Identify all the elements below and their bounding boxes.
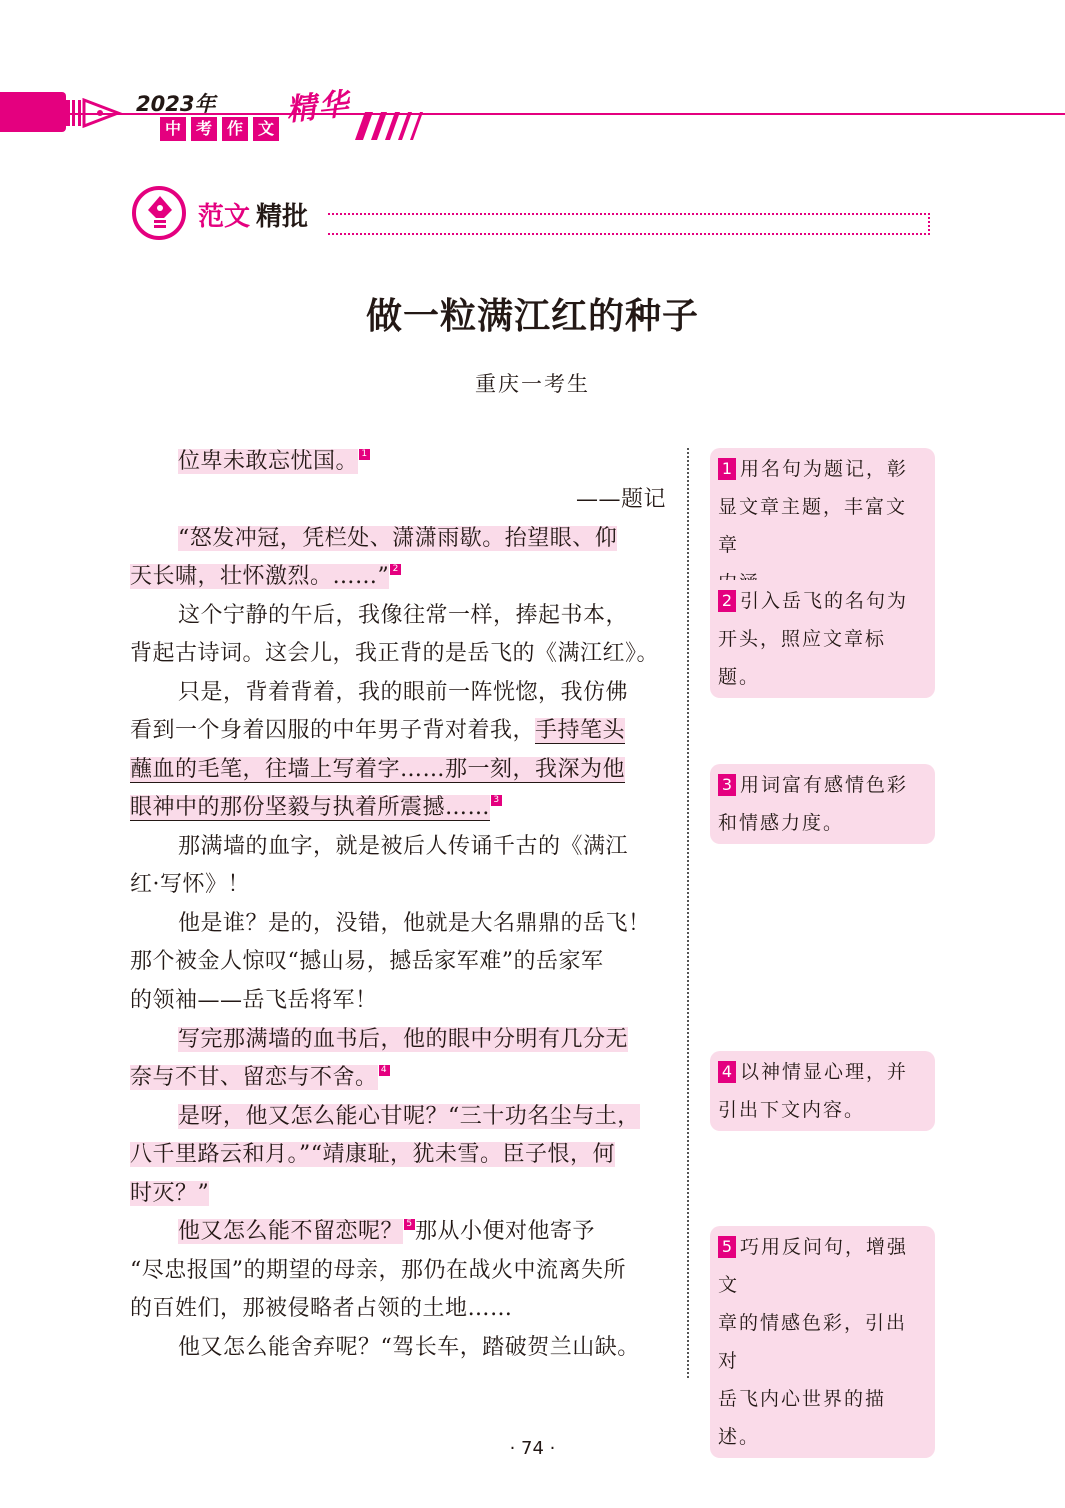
body-line: 红·写怀》！	[130, 872, 250, 897]
header-box-3: 作	[222, 117, 248, 141]
highlight-span: 位卑未敢忘忧国。	[178, 449, 359, 474]
body-line	[130, 712, 666, 750]
body-line: 那个被金人惊叹“撼山易，撼岳家军难”的岳家军	[130, 949, 604, 974]
note-text: 巧用反问句，增强文	[718, 1236, 909, 1296]
note-marker: 5	[404, 1219, 415, 1230]
note-line: 章的情感色彩，引出对	[718, 1312, 908, 1372]
header-box-2: 考	[191, 117, 217, 141]
note-marker: 4	[379, 1065, 390, 1076]
header-box-4: 文	[253, 117, 279, 141]
note-number: 3	[718, 774, 736, 796]
article-title: 做一粒满江红的种子	[365, 295, 699, 337]
highlight-span: “怒发冲冠，凭栏处、潇潇雨歇。抬望眼、仰	[178, 526, 618, 551]
note-line: 和情感力度。	[718, 812, 845, 834]
body-line	[130, 1098, 666, 1136]
note-box-5	[710, 1226, 935, 1458]
plain-span: 那从小便对他寄予	[415, 1219, 596, 1244]
body-line: 这个宁静的午后，我像往常一样，捧起书本，	[178, 603, 629, 628]
note-box-2	[710, 580, 935, 698]
header-pen-bar	[0, 92, 66, 132]
section-label-dark: 精批	[256, 202, 309, 232]
body-line	[130, 1136, 666, 1174]
plain-span: 看到一个身着囚服的中年男子背对着我，	[130, 718, 536, 743]
highlight-span: 奈与不甘、留恋与不舍。	[130, 1065, 378, 1090]
article-author: 重庆一考生	[475, 372, 590, 396]
note-number: 2	[718, 590, 736, 612]
body-line	[130, 1213, 666, 1251]
note-line: 引出下文内容。	[718, 1099, 866, 1121]
note-line	[718, 1053, 927, 1091]
note-text: 引入岳飞的名句为	[740, 590, 909, 612]
body-line	[130, 1021, 666, 1059]
note-marker: 2	[390, 564, 401, 575]
header-box-1: 中	[160, 117, 186, 141]
body-line: 的百姓们，那被侵略者占领的土地……	[130, 1296, 513, 1321]
body-line	[130, 1175, 666, 1213]
highlight-span: 写完那满墙的血书后，他的眼中分明有几分无	[178, 1027, 629, 1052]
note-marker: 3	[491, 795, 502, 806]
note-box-3	[710, 764, 935, 844]
highlight-span: 八千里路云和月。”“靖康耻，犹未雪。臣子恨，何	[130, 1142, 615, 1167]
note-line	[718, 766, 927, 804]
note-number: 1	[718, 458, 736, 480]
highlight-span: 时灭？”	[130, 1181, 210, 1206]
header-stripes	[355, 112, 425, 140]
body-line: ——题记	[575, 487, 666, 512]
highlight-span: 是呀，他又怎么能心甘呢？“三十功名尘与土，	[178, 1104, 640, 1129]
note-line: 显文章主题，丰富文章	[718, 496, 908, 556]
body-line: 那满墙的血字，就是被后人传诵千古的《满江	[178, 834, 629, 859]
body-line	[130, 558, 666, 596]
column-divider	[687, 448, 689, 1378]
highlight-span: 他又怎么能不留恋呢？	[178, 1219, 404, 1244]
highlight-span: 天长啸，壮怀激烈。……”	[130, 564, 390, 589]
header-stamp: 精华	[284, 86, 353, 129]
note-line	[718, 450, 927, 488]
body-line: 背起古诗词。这会儿，我正背的是岳飞的《满江红》。	[130, 641, 660, 666]
highlight-span: 眼神中的那份坚毅与执着所震撼……	[130, 795, 491, 820]
page-number: · 74 ·	[509, 1438, 556, 1459]
body-line	[130, 520, 666, 558]
body-line	[130, 1059, 666, 1097]
body-line	[130, 789, 666, 827]
note-line: 开头，照应文章标题。	[718, 628, 887, 688]
note-line	[718, 582, 927, 620]
note-number: 4	[718, 1061, 736, 1083]
note-box-4	[710, 1051, 935, 1131]
note-marker: 1	[359, 449, 370, 460]
note-text: 以神情显心理，并	[740, 1061, 909, 1083]
body-line	[130, 443, 666, 481]
body-line: 的领袖——岳飞岳将军！	[130, 988, 378, 1013]
body-line: 他又怎么能舍弃呢？“驾长车，踏破贺兰山缺。	[178, 1335, 640, 1360]
note-line: 岳飞内心世界的描述。	[718, 1388, 887, 1448]
note-number: 5	[718, 1236, 736, 1258]
note-text: 用名句为题记，彰	[740, 458, 909, 480]
highlight-span: 手持笔头	[535, 718, 626, 743]
note-text: 用词富有感情色彩	[740, 774, 909, 796]
body-line: “尽忠报国”的期望的母亲，那仍在战火中流离失所	[130, 1258, 626, 1283]
highlight-span: 蘸血的毛笔，往墙上写着字……那一刻，我深为他	[130, 757, 626, 782]
header-year: 2023年	[136, 92, 216, 116]
section-label-colored: 范文	[198, 202, 251, 232]
note-line	[718, 1228, 927, 1304]
body-line	[130, 751, 666, 789]
section-dotted-frame	[328, 213, 930, 235]
pen-nib-icon	[146, 196, 174, 232]
body-line: 他是谁？是的，没错，他就是大名鼎鼎的岳飞！	[178, 911, 651, 936]
body-line: 只是，背着背着，我的眼前一阵恍惚，我仿佛	[178, 680, 629, 705]
